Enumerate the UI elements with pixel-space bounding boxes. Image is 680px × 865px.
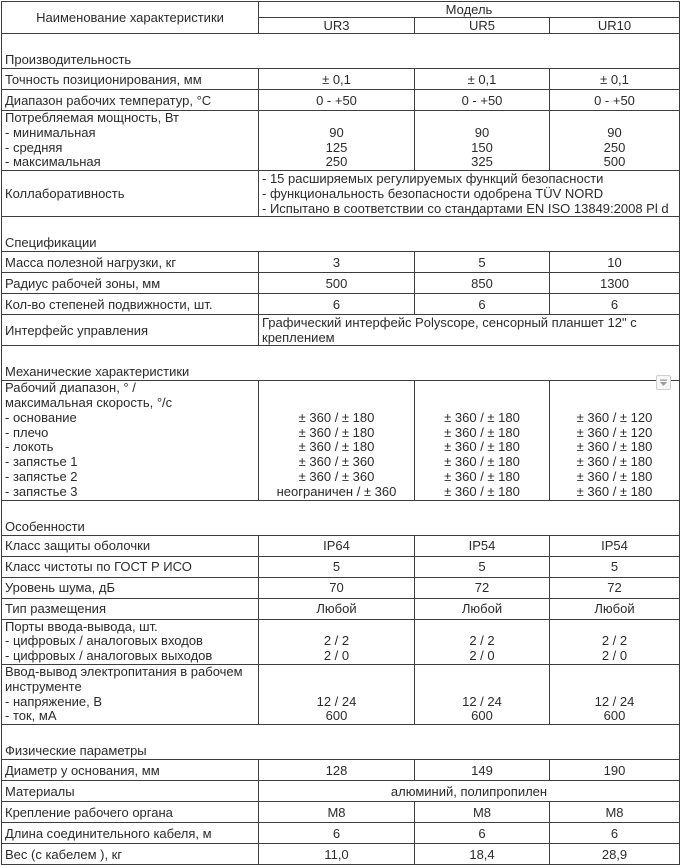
row-value: ± 0,1 <box>415 69 550 90</box>
row-value <box>415 111 550 171</box>
row-value-line: 325 <box>471 154 493 170</box>
row-value-line: ± 360 / ± 360 <box>298 454 375 470</box>
header-model-ur5: UR5 <box>415 18 550 34</box>
section-title: Физические параметры <box>2 725 680 760</box>
row-label: Вес (с кабелем ), кг <box>2 844 259 865</box>
spec-page <box>0 1 680 862</box>
row-label-line: - локоть <box>5 439 54 455</box>
row-value: 850 <box>415 273 550 294</box>
row-label-line: - цифровых / аналоговых входов <box>5 633 203 649</box>
row-value-line: 90 <box>607 124 622 140</box>
row-value-line: - 15 расширяемых регулируемых функций безопасности <box>262 171 604 187</box>
row-value-line <box>262 381 411 396</box>
row-value-line: 600 <box>325 708 348 724</box>
row-value-line: 600 <box>603 708 626 724</box>
row-value-line: алюминий, полипропилен <box>390 783 548 799</box>
row-label-line: - максимальная <box>5 154 101 170</box>
row-value: 6 <box>415 823 550 844</box>
row-value <box>415 664 550 724</box>
row-value-line: 2 / 2 <box>323 633 350 649</box>
row-label-line: - запястье 3 <box>5 483 78 499</box>
row-value-line: 150 <box>471 139 493 155</box>
row-label-line: - средняя <box>5 139 63 155</box>
section-title: Особенности <box>2 500 680 535</box>
row-value-line: ± 360 / ± 180 <box>298 439 375 455</box>
row-label-line: - ток, мА <box>5 708 57 724</box>
row-value: 6 <box>415 294 550 315</box>
scroll-marker-button[interactable] <box>656 375 671 390</box>
row-label <box>2 111 259 171</box>
spec-table-header <box>2 2 680 34</box>
row-label <box>2 381 259 500</box>
row-value-line <box>418 620 546 635</box>
header-model-ur3: UR3 <box>259 18 415 34</box>
row-value: 149 <box>415 760 550 781</box>
row-value-line: 500 <box>603 154 626 170</box>
row-value-line: 2 / 0 <box>601 648 628 664</box>
row-value-line: 250 <box>325 154 348 170</box>
row-label: Тип размещения <box>2 598 259 619</box>
row-value: 0 - +50 <box>259 90 415 111</box>
spec-table <box>1 1 680 865</box>
section-title: Механические характеристики <box>2 346 680 381</box>
row-value-line: ± 360 / ± 180 <box>576 483 653 499</box>
row-value-line <box>262 680 411 695</box>
row-value-line: ± 360 / ± 120 <box>576 409 653 425</box>
row-value-line <box>418 396 546 411</box>
row-value: 6 <box>550 823 680 844</box>
row-value-line: ± 360 / ± 180 <box>444 468 520 484</box>
row-label: Кол-во степеней подвижности, шт. <box>2 294 259 315</box>
row-value-line: ± 360 / ± 180 <box>444 454 520 470</box>
row-value-line: ± 360 / ± 180 <box>298 424 375 440</box>
row-value-line: ± 360 / ± 180 <box>444 409 520 425</box>
row-value: 5 <box>259 556 415 577</box>
row-label: Материалы <box>2 781 259 802</box>
row-value: 3 <box>259 252 415 273</box>
row-value-line <box>553 665 676 680</box>
row-value-line <box>553 396 676 411</box>
collapse-arrow-icon <box>659 379 668 387</box>
row-value: 72 <box>415 577 550 598</box>
row-value: 0 - +50 <box>415 90 550 111</box>
row-value <box>550 111 680 171</box>
row-value-line <box>418 680 546 695</box>
row-value-line: Графический интерфейс Polyscope, сенсорный планшет 12" с креплением <box>262 315 637 346</box>
row-value-line <box>553 111 676 126</box>
row-value-line <box>262 620 411 635</box>
row-value-span <box>259 781 680 802</box>
row-value <box>550 664 680 724</box>
row-value: 190 <box>550 760 680 781</box>
row-label: Класс чистоты по ГОСТ Р ИСО <box>2 556 259 577</box>
row-value-line: 2 / 0 <box>469 648 495 664</box>
row-value-line <box>262 111 411 126</box>
row-value <box>550 381 680 500</box>
row-label: Коллаборативность <box>2 171 259 217</box>
row-value: 70 <box>259 577 415 598</box>
row-value: 18,4 <box>415 844 550 865</box>
row-label-line: Потребляемая мощность, Вт <box>5 110 180 125</box>
row-label: Уровень шума, дБ <box>2 577 259 598</box>
row-value <box>415 619 550 664</box>
row-value: 28,9 <box>550 844 680 865</box>
row-value-line: ± 360 / ± 180 <box>576 468 653 484</box>
row-label-line: максимальная скорость, °/с <box>5 394 173 410</box>
row-label: Длина соединительного кабеля, м <box>2 823 259 844</box>
row-value <box>259 111 415 171</box>
row-value-line <box>418 665 546 680</box>
row-value-line: - функциональность безопасности одобрена TÜV NORD <box>262 186 604 202</box>
row-value: 5 <box>415 252 550 273</box>
row-value-line: 250 <box>603 139 626 155</box>
row-label: Класс защиты оболочки <box>2 535 259 556</box>
row-value-line <box>418 111 546 126</box>
row-value-line: ± 360 / ± 180 <box>444 424 520 440</box>
row-value: 500 <box>259 273 415 294</box>
row-value-line: ± 360 / ± 180 <box>444 483 520 499</box>
row-value: Любой <box>550 598 680 619</box>
header-model-group: Модель <box>259 2 680 18</box>
row-label-line: Порты ввода-вывода, шт. <box>5 618 158 634</box>
header-name-column: Наименование характеристики <box>2 2 259 34</box>
row-label-line: инструменте <box>5 678 82 694</box>
row-value-line: 2 / 2 <box>469 633 495 649</box>
row-label-line: Ввод-вывод электропитания в рабочем <box>5 663 243 679</box>
row-value-line <box>553 620 676 635</box>
row-value: IP54 <box>415 535 550 556</box>
row-label: Диапазон рабочих температур, °С <box>2 90 259 111</box>
row-value <box>259 664 415 724</box>
row-label: Крепление рабочего органа <box>2 802 259 823</box>
row-value-line <box>262 665 411 680</box>
row-value-line: неограничен / ± 360 <box>276 483 397 499</box>
row-value: 5 <box>415 556 550 577</box>
row-label <box>2 664 259 724</box>
row-value-span <box>259 171 680 217</box>
row-label-line: - запястье 2 <box>5 468 78 484</box>
row-value: 10 <box>550 252 680 273</box>
row-value: Любой <box>415 598 550 619</box>
row-label-line: - основание <box>5 409 77 425</box>
row-label: Диаметр у основания, мм <box>2 760 259 781</box>
row-value <box>550 619 680 664</box>
row-label: Интерфейс управления <box>2 315 259 346</box>
row-value-line: ± 360 / ± 180 <box>298 409 375 425</box>
row-label: Радиус рабочей зоны, мм <box>2 273 259 294</box>
row-value-line: 600 <box>471 708 493 724</box>
row-value: IP64 <box>259 535 415 556</box>
row-value-line <box>418 381 546 396</box>
row-value-line: 2 / 0 <box>323 648 350 664</box>
row-value-line: ± 360 / ± 120 <box>576 424 653 440</box>
row-value-line: 2 / 2 <box>601 633 628 649</box>
row-value: 0 - +50 <box>550 90 680 111</box>
row-value: 72 <box>550 577 680 598</box>
header-model-ur10: UR10 <box>550 18 680 34</box>
row-label-line: - плечо <box>5 424 49 440</box>
row-value-line: 12 / 24 <box>316 693 357 709</box>
row-value-span <box>259 315 680 346</box>
row-value-line: ± 360 / ± 180 <box>444 439 520 455</box>
row-value: ± 0,1 <box>550 69 680 90</box>
row-value-line: 12 / 24 <box>594 693 635 709</box>
row-label-line: Рабочий диапазон, ° / <box>5 380 136 396</box>
row-value: М8 <box>259 802 415 823</box>
row-value-line <box>553 680 676 695</box>
row-value-line: ± 360 / ± 180 <box>576 454 653 470</box>
row-value: 11,0 <box>259 844 415 865</box>
row-value-line: 90 <box>474 124 490 140</box>
row-value: 128 <box>259 760 415 781</box>
row-value: 6 <box>259 823 415 844</box>
row-value: 6 <box>259 294 415 315</box>
row-label: Точность позиционирования, мм <box>2 69 259 90</box>
row-value <box>259 619 415 664</box>
row-value-line: 12 / 24 <box>462 693 502 709</box>
row-value-line: ± 360 / ± 360 <box>298 468 375 484</box>
row-value: 1300 <box>550 273 680 294</box>
row-value: IP54 <box>550 535 680 556</box>
row-value-line: ± 360 / ± 180 <box>576 439 653 455</box>
section-title: Производительность <box>2 34 680 69</box>
row-label-line: - напряжение, В <box>5 693 103 709</box>
row-label-line: - минимальная <box>5 124 96 140</box>
row-value: 6 <box>550 294 680 315</box>
row-value: Любой <box>259 598 415 619</box>
row-value <box>415 381 550 500</box>
row-label-line: - цифровых / аналоговых выходов <box>5 648 213 664</box>
row-value: ± 0,1 <box>259 69 415 90</box>
spec-table-body <box>2 34 680 865</box>
row-label: Масса полезной нагрузки, кг <box>2 252 259 273</box>
row-value: М8 <box>415 802 550 823</box>
row-label <box>2 619 259 664</box>
section-title: Спецификации <box>2 217 680 252</box>
row-value-line: - Испытано в соответствии со стандартами EN ISO 13849:2008 Pl d <box>262 201 669 217</box>
row-value-line: 90 <box>329 124 344 140</box>
row-value: М8 <box>550 802 680 823</box>
row-value: 5 <box>550 556 680 577</box>
row-value-line: 125 <box>325 139 348 155</box>
row-value <box>259 381 415 500</box>
row-value-line <box>262 396 411 411</box>
row-label-line: - запястье 1 <box>5 454 78 470</box>
